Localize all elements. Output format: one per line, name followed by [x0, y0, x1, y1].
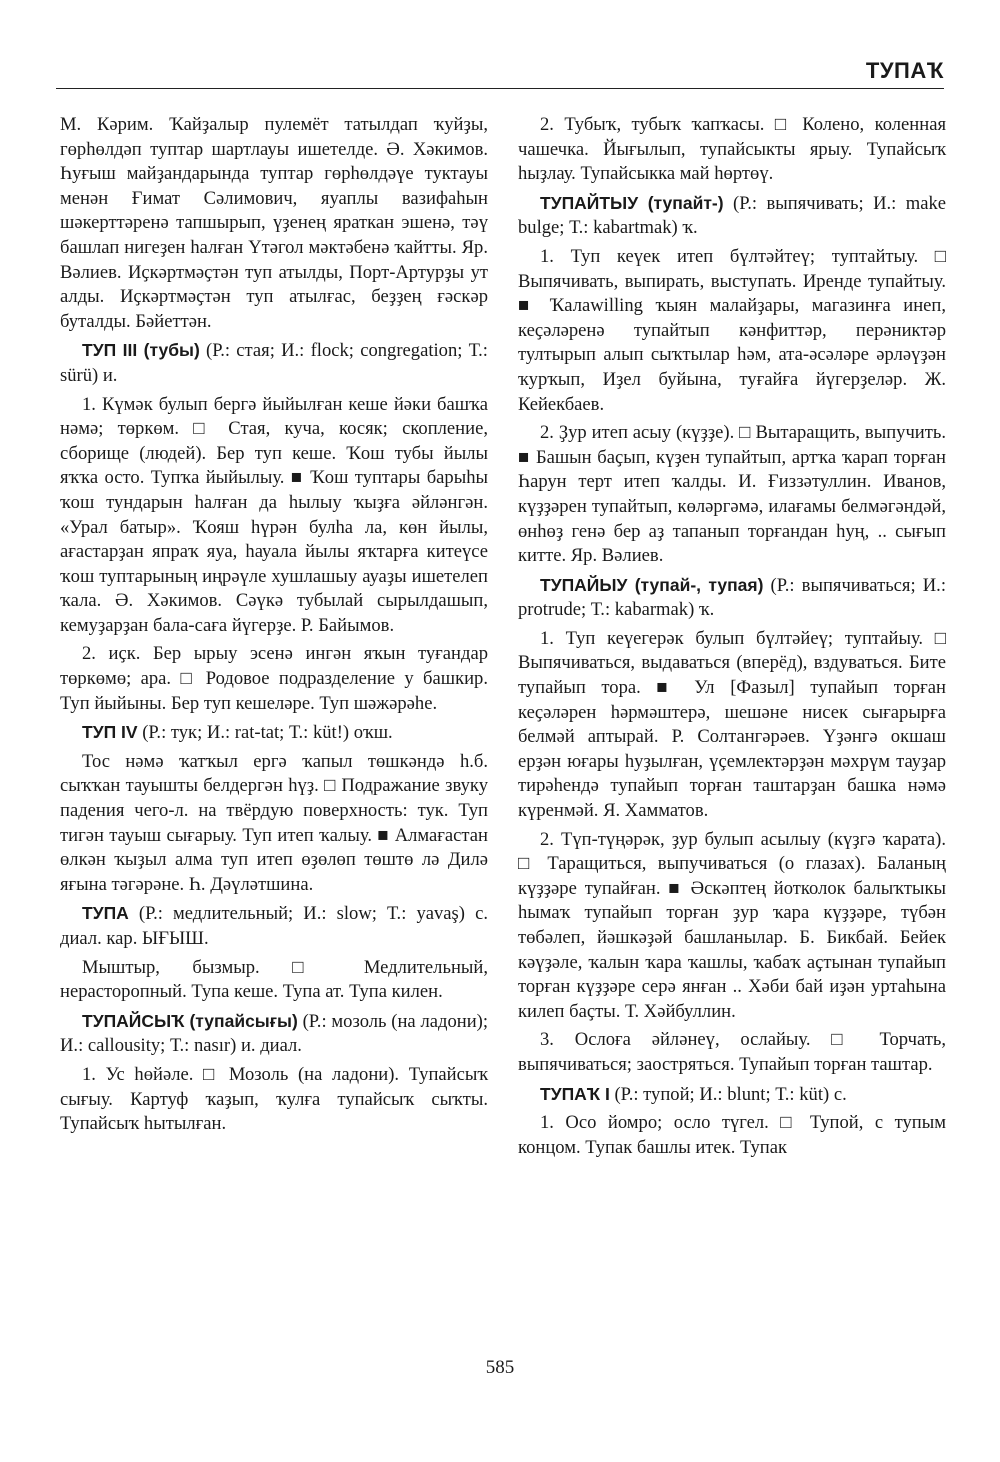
entry-paragraph: 1. Туп кеүек итеп бүлтәйтеү; туптайтыу. □ Выпячивать, выпирать, выступать. Иренде тупайтыу. ■ Ҡалаwilling ҡыян малайҙары, магазинға инеп, кеҫәләренә тупайтып кәнфиттәр, перәниктәр тултырып алып сыҡтылар һәм, ата-әсәләре әрләүҙән ҡурҡып, Иҙел буйына, туғайға йүгерҙеләр. Ж. Кейекбаев.: [518, 245, 946, 415]
entry-paragraph: ТУПАЙЫУ (тупай-, тупая) (Р.: выпячиваться; И.: protrude; Т.: kabarmak) ҡ.: [518, 574, 946, 621]
page-number: 585: [485, 1357, 515, 1378]
entry-paragraph: ТУПАЙСЫҠ (тупайсығы) (Р.: мозоль (на ладони); И.: callousity; Т.: nasır) и. диал.: [60, 1010, 488, 1057]
entry-paragraph: 1. Күмәк булып бергә йыйылған кеше йәки башҡа нәмә; төркөм. □ Стая, куча, косяк; скопление, сборище (людей). Бер туп кеше. Ҡош тубы йылы яҡҡа осто. Тупҡа йыйылыу. ■ Ҡош туптары барыһы ҡош тундарын һалған да һылыу ҡыҙға әйләнгән. «Урал батыр». Ҡояш һүрән булһа ла, көн йылы, ағастарҙан япраҡ яуа, һауала йылы яҡтарға китеүсе ҡош туптарының иңрәүле хушлашыу ауаҙы ишетелеп ҡала. Ә. Хәкимов. Сәүкә тубылай сырылдашып, кемуҙарҙан бала-саға йүгерҙе. Р. Байымов.: [60, 393, 488, 636]
headword: ТУП IV: [82, 722, 138, 743]
headword: ТУПАҠ I: [540, 1083, 610, 1104]
entry-paragraph: Тос нәмә ҡатҡыл ергә ҡапыл төшкәндә һ.б. сыҡҡан тауышты белдергән һүҙ. □ Подражание звуку падения чего-л. на твёрдую поверхность: тук. Туп тигән тауыш сығарыу. Туп итеп ҡалыу. ■ Алмағастан өлкән ҡыҙыл алма туп итеп өҙөлөп төштө лә Дилә яғына тәгәрәне. Һ. Дәүләтшина.: [60, 750, 488, 895]
entry-paragraph: ТУПАҠ I (Р.: тупой; И.: blunt; Т.: küt) с.: [540, 1083, 847, 1105]
entry-paragraph: Мыштыр, бызмыр. □ Медлительный, нерасторопный. Тупа кеше. Тупа ат. Тупа килен.: [60, 956, 488, 1003]
headword: ТУПАЙЫУ (тупай-, тупая): [540, 574, 764, 595]
entry-paragraph: ТУПА (Р.: медлительный; И.: slow; Т.: yavaş) с. диал. кар. ЫҒЫШ.: [60, 903, 488, 949]
headword: ТУПА: [82, 903, 129, 924]
entry-paragraph: 2. иҫк. Бер ырыу эсенә ингән яҡын туғандар төркөмө; ара. □ Родовое подразделение у башкир. Туп йыйыны. Бер туп кешеләре. Туп шәжәрәһе.: [60, 643, 488, 714]
entry-paragraph: 1. Ус һөйәле. □ Мозоль (на ладони). Тупайсыҡ сығыу. Картуф ҡаҙып, ҡулға тупайсыҡ сыҡты. Тупайсыҡ һытылған.: [60, 1063, 488, 1135]
entry-paragraph: ТУПАЙТЫУ (тупайт-) (Р.: выпячивать; И.: make bulge; Т.: kabartmak) ҡ.: [518, 192, 947, 239]
entry-paragraph: ТУП III (тубы) (Р.: стая; И.: flock; congregation; Т.: sürü) и.: [60, 340, 488, 386]
headword: ТУП III (тубы): [82, 340, 200, 361]
running-head-word: ТУПАҠ: [865, 58, 944, 83]
left-column: [60, 113, 488, 1137]
headword: ТУПАЙТЫУ (тупайт-): [540, 192, 724, 213]
entry-paragraph: 1. Осо йомро; осло түгел. □ Тупой, с тупым концом. Тупак башлы итек. Тупак: [518, 1112, 946, 1158]
headword: ТУПАЙСЫҠ (тупайсығы): [82, 1010, 298, 1031]
header-rule: [56, 88, 944, 89]
entry-paragraph: М. Кәрим. Ҡайҙалыр пулемёт татылдап ҡуйҙы, гөрһөлдәп туптар шартлауы ишетелде. Ә. Хәкимов. Һуғыш майҙандарында туптар гөрһөлдәүе туктауы менән Ғимат Сәлимович, яуаплы вазифаһын шәкерттәренә тапшырып, үҙенең яраткан эшенә, тәү башлап нигеҙен һалған Үтәгол мәктәбенә ҡайтты. Яр. Вәлиев. Иҫкәртмәҫтән туп атылды, Порт-Артурҙы ут алды. Иҫкәртмәҫтән туп атылғас, беҙҙең ғәскәр буталды. Бәйеттән.: [60, 114, 488, 332]
entry-paragraph: 3. Ослоға әйләнеү, ослайыу. □ Торчать, выпячиваться; заостряться. Тупайып торған таштар.: [518, 1029, 946, 1075]
entry-paragraph: 2. Тубыҡ, тубыҡ ҡапҡасы. □ Колено, коленная чашечка. Йығылып, тупайсыкты ярыу. Тупайсыҡ һыҙлау. Тупайсыкка май һөртөү.: [518, 114, 946, 185]
entry-paragraph: 1. Туп кеүегерәк булып бүлтәйеү; туптайыу. □ Выпячиваться, выдаваться (вперёд), вздуваться. Бите тупайып тора. ■ Ул [Фазыл] тупайып торған кеҫәләрен һәрмәштерә, шешәне нисек сығарырға белмәй аптырай. Р. Солтангәрәев. Үҙәнгә окшаш ерҙән юғары һуҙылған, үҫемлектәрҙән мәхрүм тауҙар тирәһендә тупайып торған таштарҙан башка нәмә күренмәй. Я. Хамматов.: [518, 627, 946, 822]
right-column: [518, 113, 946, 1160]
entry-paragraph: 2. Ҙур итеп асыу (күҙҙе). □ Вытаращить, выпучить. ■ Башын баҫып, күҙен тупайтып, артҡа ҡарап торған Һарун терт итеп ҡалды. И. Ғиззәтуллин. Иванов, күҙҙәрен тупайтып, көләргәмә, илағамы белмәгәндәй, өнһөҙ генә бер аҙ тапанып торғандан һуң, .. сығып китте. Яр. Вәлиев.: [518, 422, 946, 567]
entry-paragraph: 2. Түп-түңәрәк, ҙур булып асылыу (күҙгә ҡарата). □ Таращиться, выпучиваться (о глазах). Баланың күҙҙәре тупайған. ■ Әскәптең йотколок балыҡтыкы һымаҡ тупайып торған ҙур ҡара күҙҙәре, түбән төбәлеп, йәшкәҙәй башланылар. Б. Бикбай. Бейек кәүҙәле, ҡалын ҡара ҡашлы, ҡабаҡ аҫтынан тупайып торған күҙҙәре серә янған .. Хәби бай иҙән уртаһына килеп баҫты. Т. Хәйбуллин.: [518, 828, 946, 1022]
entry-paragraph: ТУП IV (Р.: тук; И.: rat-tat; Т.: küt!) оҡш.: [82, 722, 393, 744]
